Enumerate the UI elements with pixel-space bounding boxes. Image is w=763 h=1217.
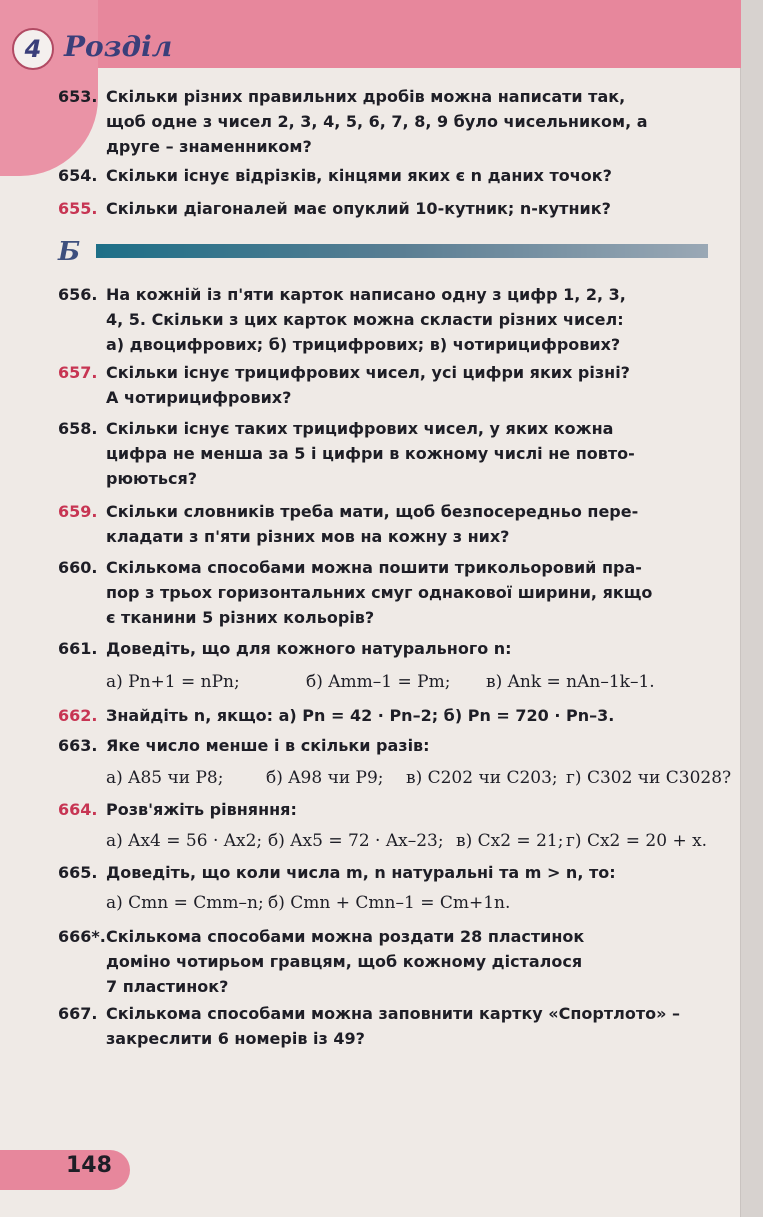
problem-number: 665.	[58, 863, 98, 882]
problem-number: 656.	[58, 285, 98, 304]
problem-text: а) двоцифрових; б) трицифрових; в) чотирицифрових?	[106, 335, 621, 354]
formula-part: в) Ank = nAn–1k–1.	[486, 672, 655, 692]
problem-number: 662.	[58, 706, 98, 725]
chapter-number: 4	[12, 28, 54, 70]
problem-text: закреслити 6 номерів із 49?	[106, 1029, 365, 1048]
problem-text: Скільки словників треба мати, щоб безпосередньо пере-	[106, 502, 639, 521]
formula-part: а) Ax4 = 56 · Ax2;	[106, 831, 263, 851]
problem-655	[58, 196, 708, 221]
section-b-header	[58, 237, 718, 270]
formula-part: а) Pn+1 = nPn;	[106, 672, 240, 692]
problem-text: Скількома способами можна заповнити картку «Спортлото» –	[106, 1004, 681, 1023]
problem-661	[58, 636, 708, 661]
problem-number: 660.	[58, 558, 98, 577]
problem-664	[58, 797, 708, 822]
problem-text: На кожній із п'яти карток написано одну з цифр 1, 2, 3,	[106, 285, 626, 304]
problem-number: 664.	[58, 800, 98, 819]
problem-number: 659.	[58, 502, 98, 521]
problem-text: Знайдіть n, якщо: а) Pn = 42 · Pn–2; б) Pn = 720 · Pn–3.	[106, 706, 615, 725]
problem-text: цифра не менша за 5 і цифри в кожному числі не повто-	[106, 444, 635, 463]
problem-number: 655.	[58, 199, 98, 218]
problem-659	[58, 499, 708, 549]
problem-text: Розв'яжіть рівняння:	[106, 800, 297, 819]
problem-663	[58, 733, 708, 758]
problem-text: Доведіть, що коли числа m, n натуральні та m > n, то:	[106, 863, 616, 882]
problem-text: Скільки існує трицифрових чисел, усі цифри яких різні?	[106, 363, 630, 382]
formula-part: г) Cx2 = 20 + x.	[566, 831, 708, 851]
formula-part: а) Cmn = Cmm–n;	[106, 893, 264, 913]
problem-text: Скількома способами можна пошити трикольоровий пра-	[106, 558, 642, 577]
formula-part: в) C202 чи C203;	[406, 768, 558, 788]
problem-number: 653.	[58, 87, 98, 106]
problem-text: рюються?	[106, 469, 197, 488]
problem-number: 654.	[58, 166, 98, 185]
problem-number: 657.	[58, 363, 98, 382]
problem-text: Доведіть, що для кожного натурального n:	[106, 639, 512, 658]
problem-number: 667.	[58, 1004, 98, 1023]
book-spine	[740, 0, 763, 1217]
problem-660	[58, 555, 708, 630]
problem-654	[58, 163, 708, 188]
problem-657	[58, 360, 708, 410]
formula-part: а) A85 чи P8;	[106, 768, 224, 788]
problem-number: 663.	[58, 736, 98, 755]
problem-666	[58, 924, 708, 999]
problem-662	[58, 703, 708, 728]
formula-part: б) Cmn + Cmn–1 = Cm+1n.	[268, 893, 511, 913]
problem-text: 7 пластинок?	[106, 977, 229, 996]
problem-text: пор з трьох горизонтальних смуг однакової ширини, якщо	[106, 583, 653, 602]
problem-653	[58, 84, 708, 159]
problem-text: Скільки існує таких трицифрових чисел, у яких кожна	[106, 419, 614, 438]
problem-number: 661.	[58, 639, 98, 658]
problem-text: щоб одне з чисел 2, 3, 4, 5, 6, 7, 8, 9 було чисельником, а	[106, 112, 648, 131]
problem-text: Яке число менше і в скільки разів:	[106, 736, 430, 755]
problem-text: доміно чотирьом гравцям, щоб кожному дісталося	[106, 952, 583, 971]
chapter-title: Розділ	[64, 30, 173, 63]
chapter-heading	[6, 24, 176, 68]
formula-part: б) A98 чи P9;	[266, 768, 384, 788]
problem-text: друге – знаменником?	[106, 137, 312, 156]
problem-656	[58, 282, 708, 357]
problem-text: є тканини 5 різних кольорів?	[106, 608, 375, 627]
formula-part: б) Ax5 = 72 · Ax–23;	[268, 831, 444, 851]
problem-text: 4, 5. Скільки з цих карток можна скласти різних чисел:	[106, 310, 624, 329]
page-number: 148	[66, 1153, 112, 1178]
problem-text: Скільки діагоналей має опуклий 10-кутник; n-кутник?	[106, 199, 611, 218]
section-bar	[96, 244, 708, 258]
problem-text: А чотирицифрових?	[106, 388, 292, 407]
formula-part: б) Amm–1 = Pm;	[306, 672, 451, 692]
problem-667	[58, 1001, 708, 1051]
problem-text: кладати з п'яти різних мов на кожну з них?	[106, 527, 510, 546]
problem-text: Скільки різних правильних дробів можна написати так,	[106, 87, 626, 106]
problem-text: Скільки існує відрізків, кінцями яких є n даних точок?	[106, 166, 612, 185]
problem-text: Скількома способами можна роздати 28 пластинок	[106, 927, 585, 946]
section-letter: Б	[58, 237, 81, 267]
formula-part: в) Cx2 = 21;	[456, 831, 564, 851]
formula-part: г) C302 чи C3028?	[566, 768, 732, 788]
problem-665	[58, 860, 708, 885]
problem-number: 666*.	[58, 927, 106, 946]
problem-658	[58, 416, 708, 491]
problem-number: 658.	[58, 419, 98, 438]
